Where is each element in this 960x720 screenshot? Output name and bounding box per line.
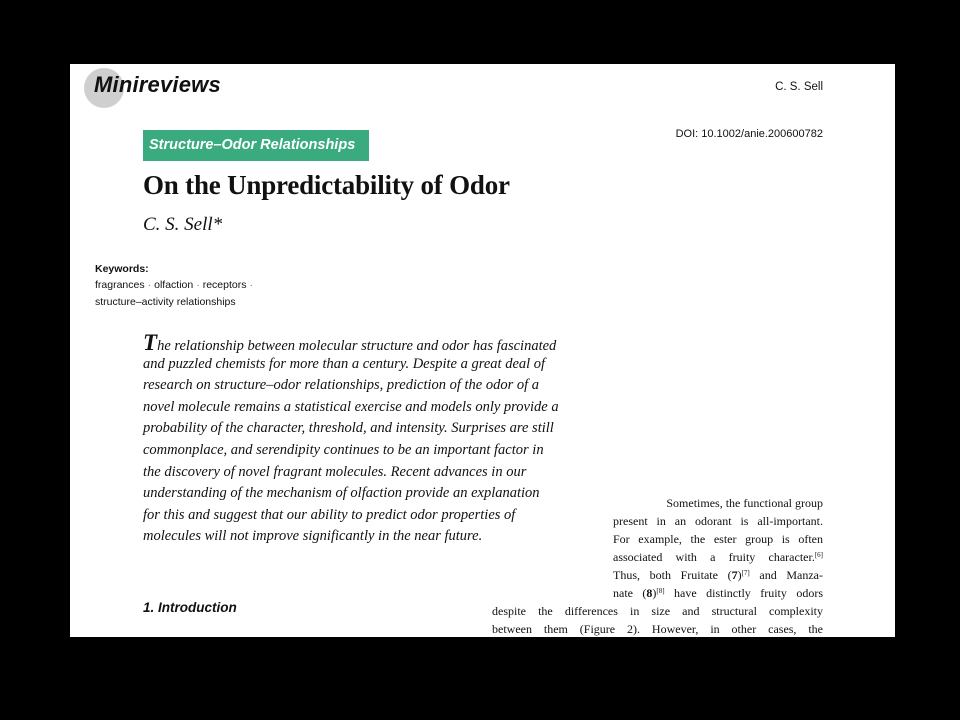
body-text-line: present in an odorant is all-important. <box>613 514 823 528</box>
paper-page <box>70 64 895 637</box>
body-text: ) <box>737 568 742 582</box>
article-author: C. S. Sell* <box>143 214 223 235</box>
body-text: nate ( <box>613 586 647 600</box>
abstract-line: and puzzled chemists for more than a century. Despite a great deal of <box>143 355 546 372</box>
running-header-author: C. S. Sell <box>775 81 823 93</box>
abstract-line: the discovery of novel fragrant molecules. Recent advances in our <box>143 463 527 480</box>
body-text-line: between them (Figure 2). However, in other cases, the <box>492 622 823 636</box>
keywords-line <box>95 294 335 311</box>
keyword: fragrances <box>95 279 145 291</box>
body-text: ) <box>652 586 657 600</box>
keyword-separator: · <box>196 279 200 291</box>
abstract-line: molecules will not improve significantly in the near future. <box>143 528 483 545</box>
abstract <box>143 332 603 548</box>
abstract-line: understanding of the mechanism of olfaction provide an explanation <box>143 485 540 502</box>
section-label-group <box>84 68 284 108</box>
body-text-line <box>613 584 823 602</box>
abstract-line: research on structure–odor relationships, prediction of the odor of a <box>143 377 540 394</box>
keywords-heading: Keywords: <box>95 263 149 275</box>
keywords-line <box>95 277 335 294</box>
body-text: have distinctly fruity odors <box>664 586 823 600</box>
keyword-separator: · <box>249 279 253 291</box>
doi-text: DOI: 10.1002/anie.200600782 <box>675 128 823 140</box>
keyword: receptors <box>202 279 247 291</box>
abstract-line <box>143 332 603 354</box>
abstract-line: commonplace, and serendipity continues to be an important factor in <box>143 441 544 458</box>
body-text-line <box>613 566 823 584</box>
body-text-line: For example, the ester group is often <box>613 532 823 546</box>
keyword: structure–activity relationships <box>95 296 236 308</box>
body-text-line: Sometimes, the functional group <box>666 496 823 510</box>
citation-ref: [8] <box>656 587 665 595</box>
body-text: Thus, both Fruitate ( <box>613 568 732 582</box>
body-text-line: despite the differences in size and structural complexity <box>492 604 823 618</box>
abstract-line: novel molecule remains a statistical exercise and models only provide a <box>143 398 559 415</box>
topic-badge: Structure–Odor Relationships <box>143 130 369 161</box>
citation-ref: [7] <box>741 569 750 577</box>
section-label: Minireviews <box>94 72 221 97</box>
keyword-separator: · <box>147 279 152 291</box>
compound-number: 8 <box>646 586 653 600</box>
compound-number: 7 <box>731 568 738 582</box>
keywords-block <box>95 262 335 311</box>
keyword: olfaction <box>154 279 194 291</box>
abstract-drop-cap: T <box>143 330 158 355</box>
abstract-line: probability of the character, threshold, and intensity. Surprises are still <box>143 420 554 437</box>
abstract-line-text: he relationship between molecular structure and odor has fascinated <box>157 338 557 354</box>
body-text-line <box>613 548 823 566</box>
abstract-line: for this and suggest that our ability to predict odor properties of <box>143 506 516 523</box>
body-text: associated with a fruity character. <box>613 550 815 564</box>
introduction-heading: 1. Introduction <box>143 600 237 615</box>
body-text: and Manza- <box>749 568 823 582</box>
article-title: On the Unpredictability of Odor <box>143 170 510 200</box>
citation-ref: [6] <box>814 551 823 559</box>
